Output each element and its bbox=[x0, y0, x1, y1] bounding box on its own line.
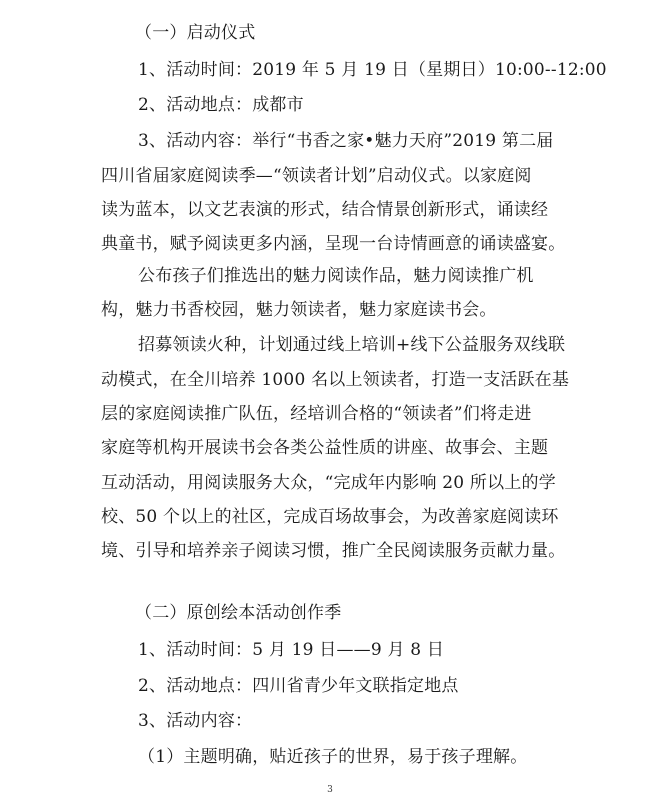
section1-para2-line: 公布孩子们推选出的魅力阅读作品，魅力阅读推广机 bbox=[138, 266, 534, 286]
section1-content-line: 3、活动内容：举行“书香之家•魅力天府”2019 第二届 bbox=[138, 131, 554, 151]
page-number: 3 bbox=[327, 785, 333, 795]
section1-para3-line: 动模式，在全川培养 1000 名以上领读者，打造一支活跃在基 bbox=[101, 370, 570, 390]
section1-para3-line: 层的家庭阅读推广队伍，经培训合格的“领读者”们将走进 bbox=[101, 404, 532, 424]
section1-para3-line: 境、引导和培养亲子阅读习惯，推广全民阅读服务贡献力量。 bbox=[101, 541, 566, 561]
section2-item1: （1）主题明确，贴近孩子的世界，易于孩子理解。 bbox=[138, 747, 528, 767]
section2-time: 1、活动时间：5 月 19 日——9 月 8 日 bbox=[138, 640, 445, 660]
section1-para3-line: 家庭等机构开展读书会各类公益性质的讲座、故事会、主题 bbox=[101, 438, 549, 458]
section1-time: 1、活动时间：2019 年 5 月 19 日（星期日）10:00--12:00 bbox=[138, 60, 607, 80]
section2-heading: （二）原创绘本活动创作季 bbox=[135, 603, 342, 623]
section1-content-line: 读为蓝本，以文艺表演的形式，结合情景创新形式，诵读经 bbox=[101, 200, 549, 220]
section1-heading: （一）启动仪式 bbox=[135, 23, 256, 43]
section2-content: 3、活动内容： bbox=[138, 711, 253, 731]
section2-place: 2、活动地点：四川省青少年文联指定地点 bbox=[138, 676, 459, 696]
section1-para2-line: 构，魅力书香校园，魅力领读者，魅力家庭读书会。 bbox=[101, 300, 497, 320]
section1-para3-line: 互动活动，用阅读服务大众，“完成年内影响 20 所以上的学 bbox=[101, 473, 556, 493]
section1-content-line: 四川省届家庭阅读季—“领读者计划”启动仪式。以家庭阅 bbox=[101, 166, 532, 186]
section1-para3-line: 招募领读火种，计划通过线上培训+线下公益服务双线联 bbox=[138, 335, 566, 355]
section1-para3-line: 校、50 个以上的社区，完成百场故事会，为改善家庭阅读环 bbox=[101, 507, 559, 527]
section1-place: 2、活动地点：成都市 bbox=[138, 95, 304, 115]
section1-content-line: 典童书，赋予阅读更多内涵，呈现一台诗情画意的诵读盛宴。 bbox=[101, 234, 566, 254]
